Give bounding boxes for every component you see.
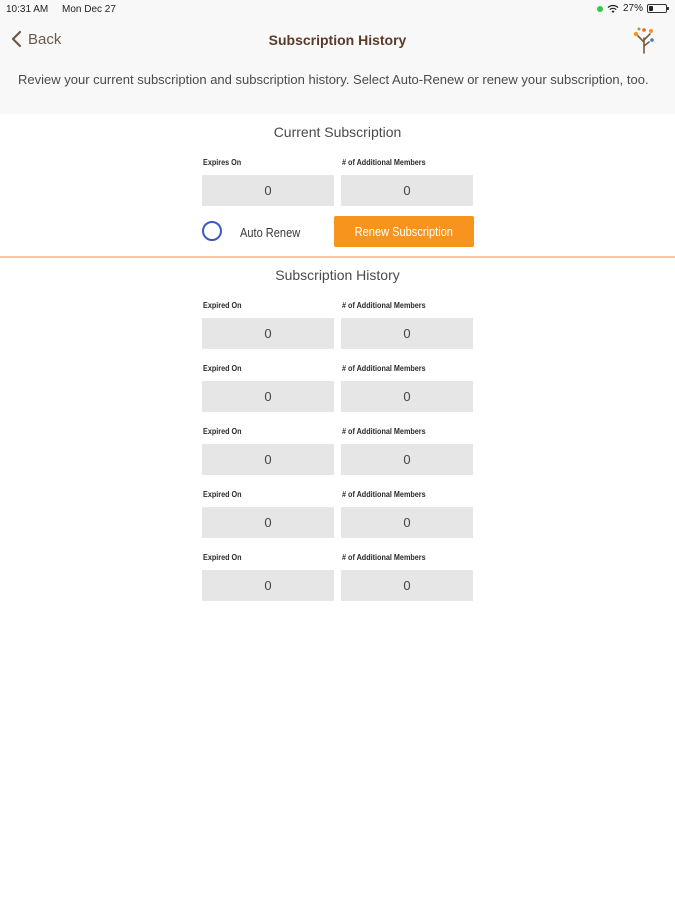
additional-members-label: # of Additional Members — [342, 157, 426, 167]
additional-members-value: 0 — [341, 175, 473, 206]
auto-renew-radio[interactable] — [202, 221, 222, 241]
additional-members-value: 0 — [341, 381, 473, 412]
subscription-history-title: Subscription History — [275, 267, 400, 283]
expired-on-label: Expired On — [203, 363, 242, 373]
additional-members-label: # of Additional Members — [342, 489, 426, 499]
wifi-icon — [607, 4, 619, 14]
additional-members-label: # of Additional Members — [342, 426, 426, 436]
renew-subscription-button[interactable] — [334, 216, 474, 247]
additional-members-value: 0 — [341, 318, 473, 349]
battery-percent: 27% — [622, 3, 643, 14]
additional-members-value: 0 — [341, 570, 473, 601]
auto-renew-label[interactable]: Auto Renew — [240, 225, 301, 240]
camera-indicator-icon — [597, 6, 603, 12]
additional-members-value: 0 — [341, 444, 473, 475]
status-indicators — [597, 3, 667, 14]
expired-on-value: 0 — [202, 381, 334, 412]
additional-members-label: # of Additional Members — [342, 363, 426, 373]
expired-on-value: 0 — [202, 318, 334, 349]
expires-on-value: 0 — [202, 175, 334, 206]
status-time: 10:31 AM — [6, 4, 49, 15]
tree-logo-icon[interactable] — [631, 26, 657, 54]
status-date: Mon Dec 27 — [62, 4, 116, 15]
current-subscription-title: Current Subscription — [273, 124, 402, 140]
renew-subscription-label: Renew Subscription — [354, 224, 454, 239]
expired-on-value: 0 — [202, 507, 334, 538]
expired-on-label: Expired On — [203, 489, 242, 499]
intro-text: Review your current subscription and subscription history. Select Auto-Renew or renew your subscription, too. — [0, 62, 675, 114]
expired-on-label: Expired On — [203, 426, 242, 436]
additional-members-label: # of Additional Members — [342, 552, 426, 562]
page-title: Subscription History — [268, 32, 407, 48]
additional-members-value: 0 — [341, 507, 473, 538]
expired-on-label: Expired On — [203, 552, 242, 562]
expired-on-label: Expired On — [203, 300, 242, 310]
back-label: Back — [28, 30, 62, 48]
battery-level — [649, 6, 653, 11]
nav-bar — [0, 20, 675, 62]
expires-on-label: Expires On — [203, 157, 242, 167]
battery-icon — [647, 4, 667, 13]
additional-members-label: # of Additional Members — [342, 300, 426, 310]
status-bar — [0, 0, 675, 20]
expired-on-value: 0 — [202, 444, 334, 475]
section-divider — [0, 256, 675, 258]
expired-on-value: 0 — [202, 570, 334, 601]
